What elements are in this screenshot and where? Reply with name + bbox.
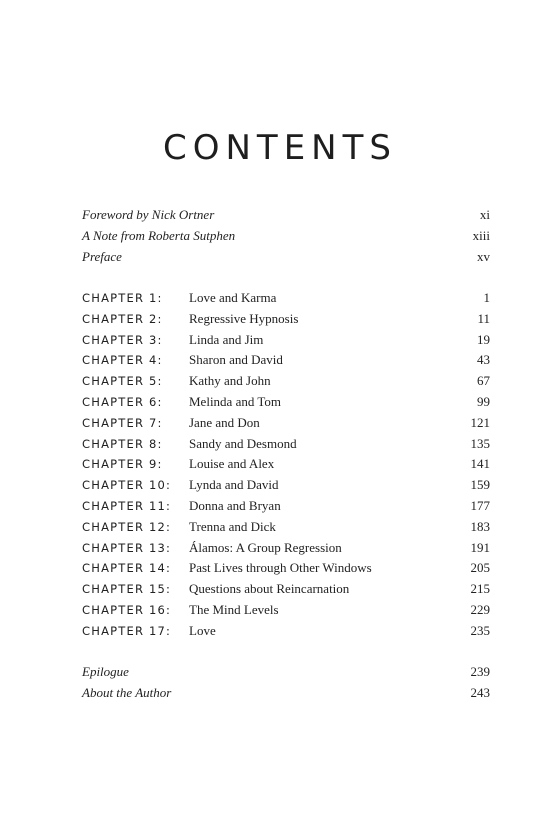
chapter-label: CHAPTER 2: (82, 311, 163, 326)
chapter-page-number: 99 (477, 393, 490, 409)
chapter-entry (82, 517, 490, 538)
entry-title: About the Author (82, 684, 172, 700)
chapter-title: Past Lives through Other Windows (189, 560, 372, 576)
entry-page-number: xiii (472, 227, 490, 243)
chapter-page-number: 235 (470, 622, 490, 638)
chapter-page-number: 67 (477, 373, 490, 389)
chapter-label: CHAPTER 9: (82, 457, 163, 472)
chapter-label: CHAPTER 3: (82, 332, 163, 347)
chapter-entry (82, 350, 490, 371)
chapter-entry (82, 371, 490, 392)
chapter-page-number: 43 (477, 352, 490, 368)
chapter-title: Louise and Alex (189, 456, 275, 472)
chapter-label: CHAPTER 12: (82, 519, 172, 534)
chapter-entry (82, 309, 490, 330)
chapter-label: CHAPTER 13: (82, 540, 172, 555)
chapter-list (82, 288, 490, 642)
chapter-title: Sandy and Desmond (189, 435, 297, 451)
back-matter-entry (82, 662, 490, 683)
chapter-page-number: 141 (470, 456, 490, 472)
chapter-entry (82, 434, 490, 455)
chapter-label: CHAPTER 1: (82, 291, 163, 305)
entry-page-number: 243 (470, 684, 490, 700)
chapter-label: CHAPTER 14: (82, 561, 172, 576)
back-matter-entry (82, 683, 490, 704)
back-matter-list (82, 662, 490, 704)
chapter-entry (82, 600, 490, 621)
front-matter-entry (82, 247, 490, 268)
chapter-entry (82, 330, 490, 351)
chapter-entry (82, 558, 490, 579)
chapter-entry (82, 413, 490, 434)
chapter-title: Donna and Bryan (189, 497, 281, 513)
chapter-page-number: 205 (470, 560, 490, 576)
chapter-entry (82, 621, 490, 642)
chapter-entry (82, 475, 490, 496)
chapter-page-number: 183 (470, 518, 490, 534)
chapter-label: CHAPTER 17: (82, 623, 172, 638)
chapter-page-number: 177 (470, 497, 490, 513)
entry-title: Preface (82, 248, 122, 264)
front-matter-entry (82, 205, 490, 226)
chapter-page-number: 121 (470, 414, 490, 430)
chapter-page-number: 191 (470, 539, 490, 555)
chapter-label: CHAPTER 7: (82, 415, 163, 430)
chapter-title: Questions about Reincarnation (189, 581, 350, 597)
chapter-label: CHAPTER 4: (82, 353, 163, 368)
chapter-title: Linda and Jim (189, 331, 264, 347)
chapter-title: Lynda and David (189, 477, 279, 493)
chapter-page-number: 11 (477, 310, 490, 326)
page-title: CONTENTS (163, 128, 397, 168)
entry-title: A Note from Roberta Sutphen (82, 227, 236, 243)
chapter-entry (82, 288, 490, 309)
chapter-label: CHAPTER 11: (82, 498, 172, 513)
front-matter-entry (82, 226, 490, 247)
chapter-title: The Mind Levels (189, 601, 279, 617)
chapter-title: Trenna and Dick (189, 518, 276, 534)
chapter-title: Sharon and David (189, 352, 283, 368)
chapter-label: CHAPTER 8: (82, 436, 163, 451)
chapter-entry (82, 392, 490, 413)
chapter-label: CHAPTER 6: (82, 394, 163, 409)
chapter-label: CHAPTER 10: (82, 478, 172, 493)
chapter-title: Kathy and John (189, 373, 271, 389)
chapter-entry (82, 579, 490, 600)
chapter-page-number: 215 (470, 581, 490, 597)
entry-page-number: xv (477, 248, 490, 264)
entry-title: Foreword by Nick Ortner (82, 207, 215, 222)
chapter-page-number: 159 (470, 477, 490, 493)
chapter-page-number: 135 (470, 435, 490, 451)
chapter-page-number: 1 (483, 290, 490, 305)
chapter-title: Melinda and Tom (189, 393, 282, 409)
entry-page-number: xi (479, 207, 490, 222)
chapter-entry (82, 538, 490, 559)
chapter-title: Jane and Don (189, 414, 260, 430)
chapter-title: Love (189, 622, 216, 638)
chapter-entry (82, 454, 490, 475)
chapter-entry (82, 496, 490, 517)
chapter-label: CHAPTER 16: (82, 602, 172, 617)
chapter-title: Regressive Hypnosis (189, 310, 299, 326)
entry-page-number: 239 (470, 664, 490, 679)
chapter-label: CHAPTER 5: (82, 374, 163, 389)
chapter-label: CHAPTER 15: (82, 582, 172, 597)
chapter-title: Álamos: A Group Regression (189, 539, 342, 555)
entry-title: Epilogue (82, 664, 129, 679)
chapter-page-number: 229 (470, 601, 490, 617)
front-matter-list (82, 205, 490, 267)
chapter-page-number: 19 (477, 331, 490, 347)
chapter-title: Love and Karma (189, 290, 277, 305)
